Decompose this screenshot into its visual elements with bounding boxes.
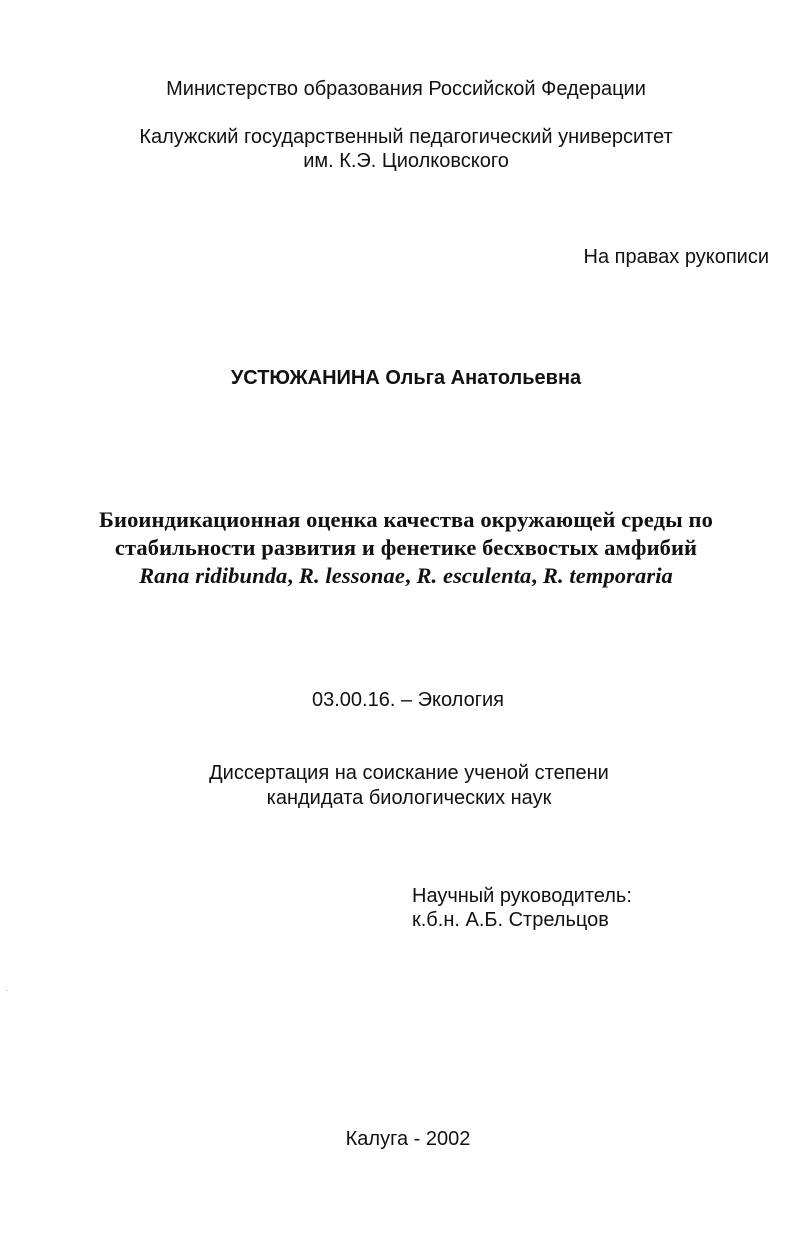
species-separator: , (531, 563, 543, 588)
supervisor-name: к.б.н. А.Б. Стрельцов (412, 909, 609, 931)
supervisor-label: Научный руководитель: (412, 885, 632, 907)
species-name: R. esculenta (416, 563, 532, 588)
dissertation-title-line1: Биоиндикационная оценка качества окружающей среды по (99, 507, 713, 532)
university-name-line1: Калужский государственный педагогический университет (139, 126, 673, 148)
author-name (0, 366, 795, 390)
degree-line1: Диссертация на соискание ученой степени (209, 762, 609, 784)
ministry-name: Министерство образования Российской Федерации (166, 78, 646, 100)
university-name-line2: им. К.Э. Циолковского (303, 150, 509, 172)
dissertation-title-line2: стабильности развития и фенетике бесхвостых амфибий (114, 535, 698, 560)
specialty-code: 03.00.16. – Экология (312, 689, 504, 711)
author-given-names: Ольга Анатольевна (385, 367, 582, 389)
manuscript-rights-note: На правах рукописи (583, 246, 769, 268)
author-surname: УСТЮЖАНИНА (230, 367, 380, 389)
city-year: Калуга - 2002 (345, 1128, 471, 1150)
dissertation-title-species (0, 562, 795, 590)
degree-line2: кандидата биологических наук (266, 787, 552, 809)
scan-speck (6, 990, 8, 991)
species-name: Rana ridibunda (139, 563, 288, 588)
species-name: R. temporaria (542, 563, 673, 588)
species-separator: , (287, 563, 299, 588)
species-separator: , (404, 563, 417, 588)
species-name: R. lessonae (298, 563, 405, 588)
